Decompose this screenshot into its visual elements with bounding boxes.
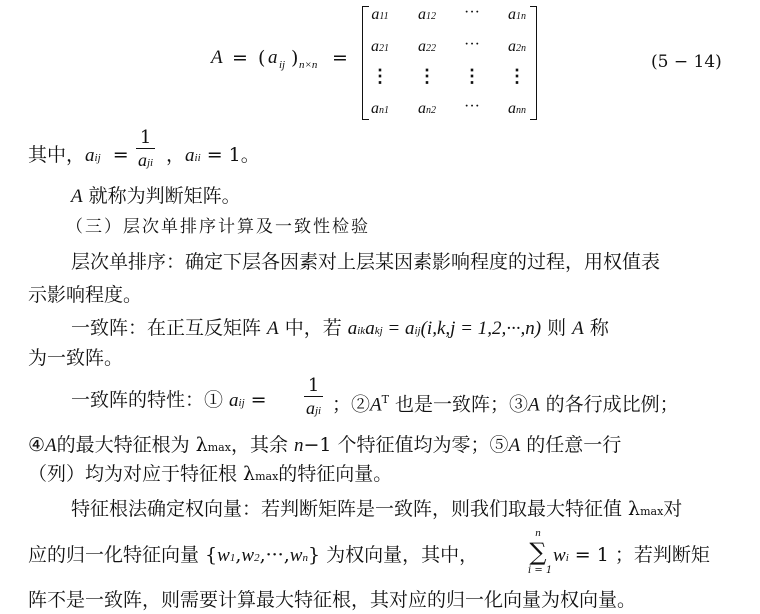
- matrix-cell-vdots: ⋮: [463, 66, 481, 86]
- eq-elem-sub: ij: [279, 59, 286, 71]
- para3-line2: ④A的最大特征根为 λmax，其余 n−1 个特征值均为零；⑤A 的任意一行: [28, 434, 622, 456]
- matrix-cell-dots: ···: [464, 4, 480, 21]
- para1-line1: 层次单排序：确定下层各因素对上层某因素影响程度的过程，用权值表: [71, 251, 661, 273]
- para2-line1: 一致阵：在正互反矩阵 A 中，若 aikakj = aij(i,k,j = 1,2,···,n) 则 A 称: [71, 317, 609, 339]
- matrix-cell: a11: [371, 6, 389, 23]
- matrix-cell-vdots: ⋮: [508, 66, 526, 86]
- matrix-cell-dots: ···: [464, 98, 480, 115]
- eq-lhs: A: [211, 47, 223, 68]
- definition-line: [28, 143, 135, 170]
- eq-paren-close: ): [291, 47, 299, 69]
- para4-line3: 阵不是一致阵，则需要计算最大特征根，其对应的归一化向量为权向量。: [28, 589, 637, 611]
- matrix-cell-vdots: ⋮: [418, 66, 436, 86]
- para3-line3: （列）均为对应于特征根 λmax的特征向量。: [28, 463, 393, 485]
- fraction-numerator: 1: [139, 127, 152, 148]
- eq-size-sub: n×n: [299, 59, 318, 71]
- fraction-denominator: aji: [304, 396, 323, 422]
- para3-line1-b: ；$②A^T$ 也是一致阵；③A 的各行成比例；: [332, 393, 679, 416]
- matrix-cell-dots: ···: [464, 36, 480, 53]
- var-sub: ij: [94, 152, 101, 164]
- matrix-cell: a22: [418, 38, 436, 55]
- matrix-cell: a1n: [508, 6, 526, 23]
- definition-tail: ，aii = 1。: [166, 144, 260, 166]
- para4-line2-a: 应的归一化特征向量 {w1,w2,···,wn} 为权向量，其中，: [28, 544, 479, 566]
- matrix-cell: a2n: [508, 38, 526, 55]
- matrix-cell: an2: [418, 100, 436, 117]
- para4-line2-b: wi = 1 ；若判断矩: [553, 544, 710, 566]
- matrix-cell: ann: [508, 100, 526, 117]
- eq-paren-open: (: [258, 47, 266, 69]
- fraction-numerator: 1: [307, 375, 320, 396]
- eq-equals-2: =: [332, 47, 348, 69]
- para4-line1: 特征根法确定权向量：若判断矩阵是一致阵，则我们取最大特征值 λmax对: [71, 498, 683, 520]
- judgment-matrix-line: A 就称为判断矩阵。: [71, 185, 241, 207]
- matrix-cell-vdots: ⋮: [371, 66, 389, 86]
- para2-line2: 为一致阵。: [28, 347, 124, 369]
- equation-number: (5 − 14): [651, 52, 722, 72]
- matrix-cell: a12: [418, 6, 436, 23]
- eq-equals-1: =: [232, 47, 248, 69]
- fraction: [304, 376, 323, 422]
- matrix-cell: a21: [371, 38, 389, 55]
- fraction-denominator: aji: [136, 148, 155, 174]
- section-heading: （三）层次单排序计算及一致性检验: [66, 217, 370, 237]
- fraction: [136, 128, 155, 174]
- summation: n ∑ i = 1: [528, 527, 553, 576]
- para3-line1-a: 一致阵的特性：① aij =: [71, 389, 267, 411]
- prefix-text: 其中，: [28, 144, 86, 166]
- eq-elem: a: [268, 47, 278, 68]
- para1-line2: 示影响程度。: [28, 284, 143, 306]
- equals: =: [112, 144, 129, 166]
- matrix-cell: an1: [371, 100, 389, 117]
- var-a: a: [85, 145, 95, 166]
